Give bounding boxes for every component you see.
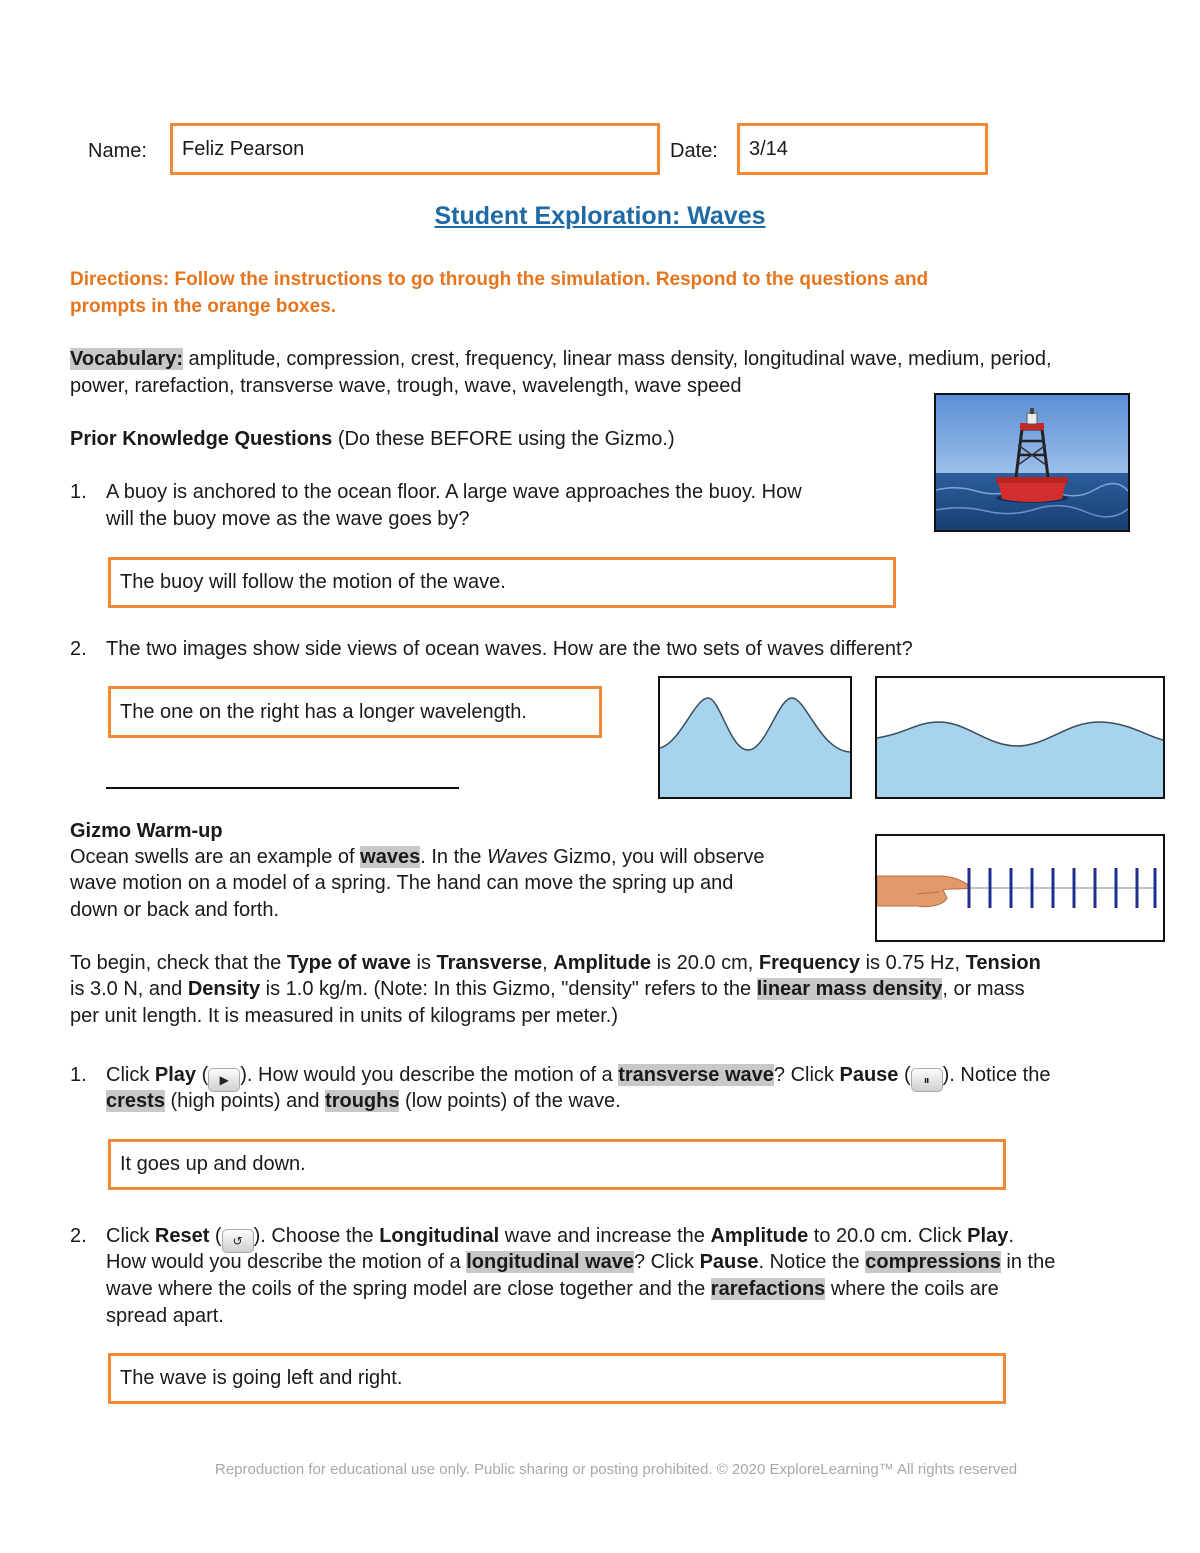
directions-line-2: prompts in the orange boxes. xyxy=(70,296,337,317)
term-transverse-wave: transverse wave xyxy=(618,1064,774,1086)
prior-q1-line-2: will the buoy move as the wave goes by? xyxy=(106,508,470,530)
prior-q1-line-1: A buoy is anchored to the ocean floor. A large wave approaches the buoy. How xyxy=(106,481,802,503)
prior-answer-2: The one on the right has a longer wavelength. xyxy=(120,700,527,723)
warmup-p1-line-2: wave motion on a model of a spring. The hand can move the spring up and xyxy=(70,872,734,894)
name-field[interactable] xyxy=(170,123,660,175)
text-run: (low points) of the wave. xyxy=(399,1090,621,1112)
warmup-p2-line-2 xyxy=(70,976,1025,1002)
term-play: Play xyxy=(154,1064,197,1086)
text-run: How would you describe the motion of a xyxy=(106,1251,467,1273)
short-wave-illustration xyxy=(660,678,850,797)
warmup-q2-number: 2. xyxy=(70,1225,87,1247)
prior-knowledge-heading xyxy=(70,426,675,452)
vocabulary-terms-1: amplitude, compression, crest, frequency, linear mass density, longitudinal wave, medium, period, xyxy=(183,348,1052,370)
warmup-answer-1: It goes up and down. xyxy=(120,1153,306,1175)
term-type-of-wave: Type of wave xyxy=(286,952,411,974)
term-reset: Reset xyxy=(154,1225,210,1247)
term-rarefactions: rarefactions xyxy=(710,1278,826,1300)
directions-line-1: Directions: Follow the instructions to go through the simulation. Respond to the questions and xyxy=(70,269,929,290)
date-value: 3/14 xyxy=(749,137,788,160)
text-run: ( xyxy=(898,1064,911,1086)
text-run: wave where the coils of the spring model are close together and the xyxy=(106,1278,711,1300)
term-density: Density xyxy=(187,978,261,1000)
pause-icon: ⏸ xyxy=(911,1068,943,1092)
term-troughs: troughs xyxy=(325,1090,400,1112)
warmup-p2-line-1 xyxy=(70,950,1041,976)
name-label: Name: xyxy=(88,140,147,162)
text-run: wave and increase the xyxy=(499,1225,711,1247)
prior-answer-1-field[interactable] xyxy=(108,557,896,608)
long-wavelength-image xyxy=(875,676,1165,799)
warmup-p2-line-3: per unit length. It is measured in units of kilograms per meter.) xyxy=(70,1005,619,1027)
warmup-q2-line-2 xyxy=(106,1249,1055,1275)
text-run: Gizmo, you will observe xyxy=(547,846,765,868)
text-run: is 3.0 N, and xyxy=(70,978,188,1000)
date-field[interactable] xyxy=(737,123,988,175)
name-value: Feliz Pearson xyxy=(182,137,305,160)
text-run: To begin, check that the xyxy=(70,952,287,974)
warmup-p1-line-1 xyxy=(70,844,764,870)
prior-answer-1: The buoy will follow the motion of the wave. xyxy=(120,571,506,593)
buoy-illustration xyxy=(936,395,1128,530)
answer-underline xyxy=(106,787,459,789)
vocabulary-label: Vocabulary: xyxy=(70,348,183,370)
warmup-answer-1-field[interactable] xyxy=(108,1139,1006,1190)
text-run: ? xyxy=(773,1064,791,1086)
text-run: Click xyxy=(106,1064,155,1086)
term-tension: Tension xyxy=(965,952,1041,974)
prior-answer-2-field[interactable] xyxy=(108,686,602,738)
text-run: ). Choose the xyxy=(253,1225,380,1247)
term-frequency: Frequency xyxy=(758,952,861,974)
text-run: in the xyxy=(1000,1251,1056,1273)
term-pause: Pause xyxy=(839,1064,899,1086)
vocabulary-line-1 xyxy=(70,346,1052,372)
warmup-answer-2: The wave is going left and right. xyxy=(120,1367,403,1389)
play-icon: ▶ xyxy=(208,1068,240,1092)
warmup-q1-number: 1. xyxy=(70,1064,87,1086)
buoy-image xyxy=(934,393,1130,532)
prior-q2-line-1: The two images show side views of ocean waves. How are the two sets of waves different? xyxy=(106,638,913,660)
text-run: ). Notice the xyxy=(942,1064,1051,1086)
text-run: Click xyxy=(790,1064,840,1086)
term-transverse: Transverse xyxy=(436,952,543,974)
term-amplitude-2: Amplitude xyxy=(710,1225,809,1247)
term-longitudinal: Longitudinal xyxy=(379,1225,500,1247)
warmup-p1-line-3: down or back and forth. xyxy=(70,899,280,921)
short-wavelength-image xyxy=(658,676,852,799)
reset-icon: ↺ xyxy=(222,1229,254,1253)
date-label: Date: xyxy=(670,140,718,162)
text-run: (high points) and xyxy=(164,1090,326,1112)
warmup-heading-text: Gizmo Warm-up xyxy=(70,820,223,842)
prior-q2-number: 2. xyxy=(70,638,87,660)
term-play-2: Play xyxy=(967,1225,1009,1247)
text-run: . xyxy=(1008,1225,1014,1247)
page-title: Student Exploration: Waves xyxy=(434,202,766,230)
term-compressions: compressions xyxy=(865,1251,1001,1273)
prior-q1-number: 1. xyxy=(70,481,87,503)
text-run: ( xyxy=(196,1064,209,1086)
warmup-heading xyxy=(70,818,223,844)
prior-heading-note: (Do these BEFORE using the Gizmo.) xyxy=(332,428,675,450)
hand-spring-image xyxy=(875,834,1165,942)
warmup-q2-line-4: spread apart. xyxy=(106,1305,224,1327)
term-crests: crests xyxy=(106,1090,165,1112)
hand-spring-illustration xyxy=(877,836,1163,940)
text-run: where the coils are xyxy=(825,1278,999,1300)
text-run: to 20.0 cm. Click xyxy=(808,1225,968,1247)
prior-heading-bold: Prior Knowledge Questions xyxy=(70,428,333,450)
text-run: . In the xyxy=(420,846,487,868)
footer-copyright: Reproduction for educational use only. Public sharing or posting prohibited. © 2020 ExploreLearning™ All rights reserved xyxy=(215,1461,1018,1478)
term-linear-mass-density: linear mass density xyxy=(756,978,943,1000)
term-pause-2: Pause xyxy=(699,1251,759,1273)
text-run: , or mass xyxy=(942,978,1025,1000)
text-run: Ocean swells are an example of xyxy=(70,846,361,868)
text-run: , xyxy=(542,952,554,974)
text-run: is 0.75 Hz, xyxy=(860,952,966,974)
text-run: ( xyxy=(209,1225,222,1247)
vocabulary-line-2: power, rarefaction, transverse wave, trough, wave, wavelength, wave speed xyxy=(70,375,742,397)
text-run: is xyxy=(410,952,437,974)
text-run: ). How would you describe the motion of a xyxy=(240,1064,619,1086)
term-amplitude: Amplitude xyxy=(553,952,652,974)
term-longitudinal-wave: longitudinal wave xyxy=(466,1251,634,1273)
text-run: is 20.0 cm, xyxy=(651,952,759,974)
warmup-q2-line-3 xyxy=(106,1276,999,1302)
long-wave-illustration xyxy=(877,678,1163,797)
term-waves: waves xyxy=(360,846,421,868)
warmup-q1-line-2 xyxy=(106,1088,621,1114)
text-run: Click xyxy=(106,1225,155,1247)
gizmo-name: Waves xyxy=(486,846,548,868)
text-run: . Notice the xyxy=(758,1251,866,1273)
warmup-answer-2-field[interactable] xyxy=(108,1353,1006,1404)
text-run: is 1.0 kg/m. (Note: In this Gizmo, "density" refers to the xyxy=(260,978,757,1000)
text-run: ? Click xyxy=(634,1251,700,1273)
